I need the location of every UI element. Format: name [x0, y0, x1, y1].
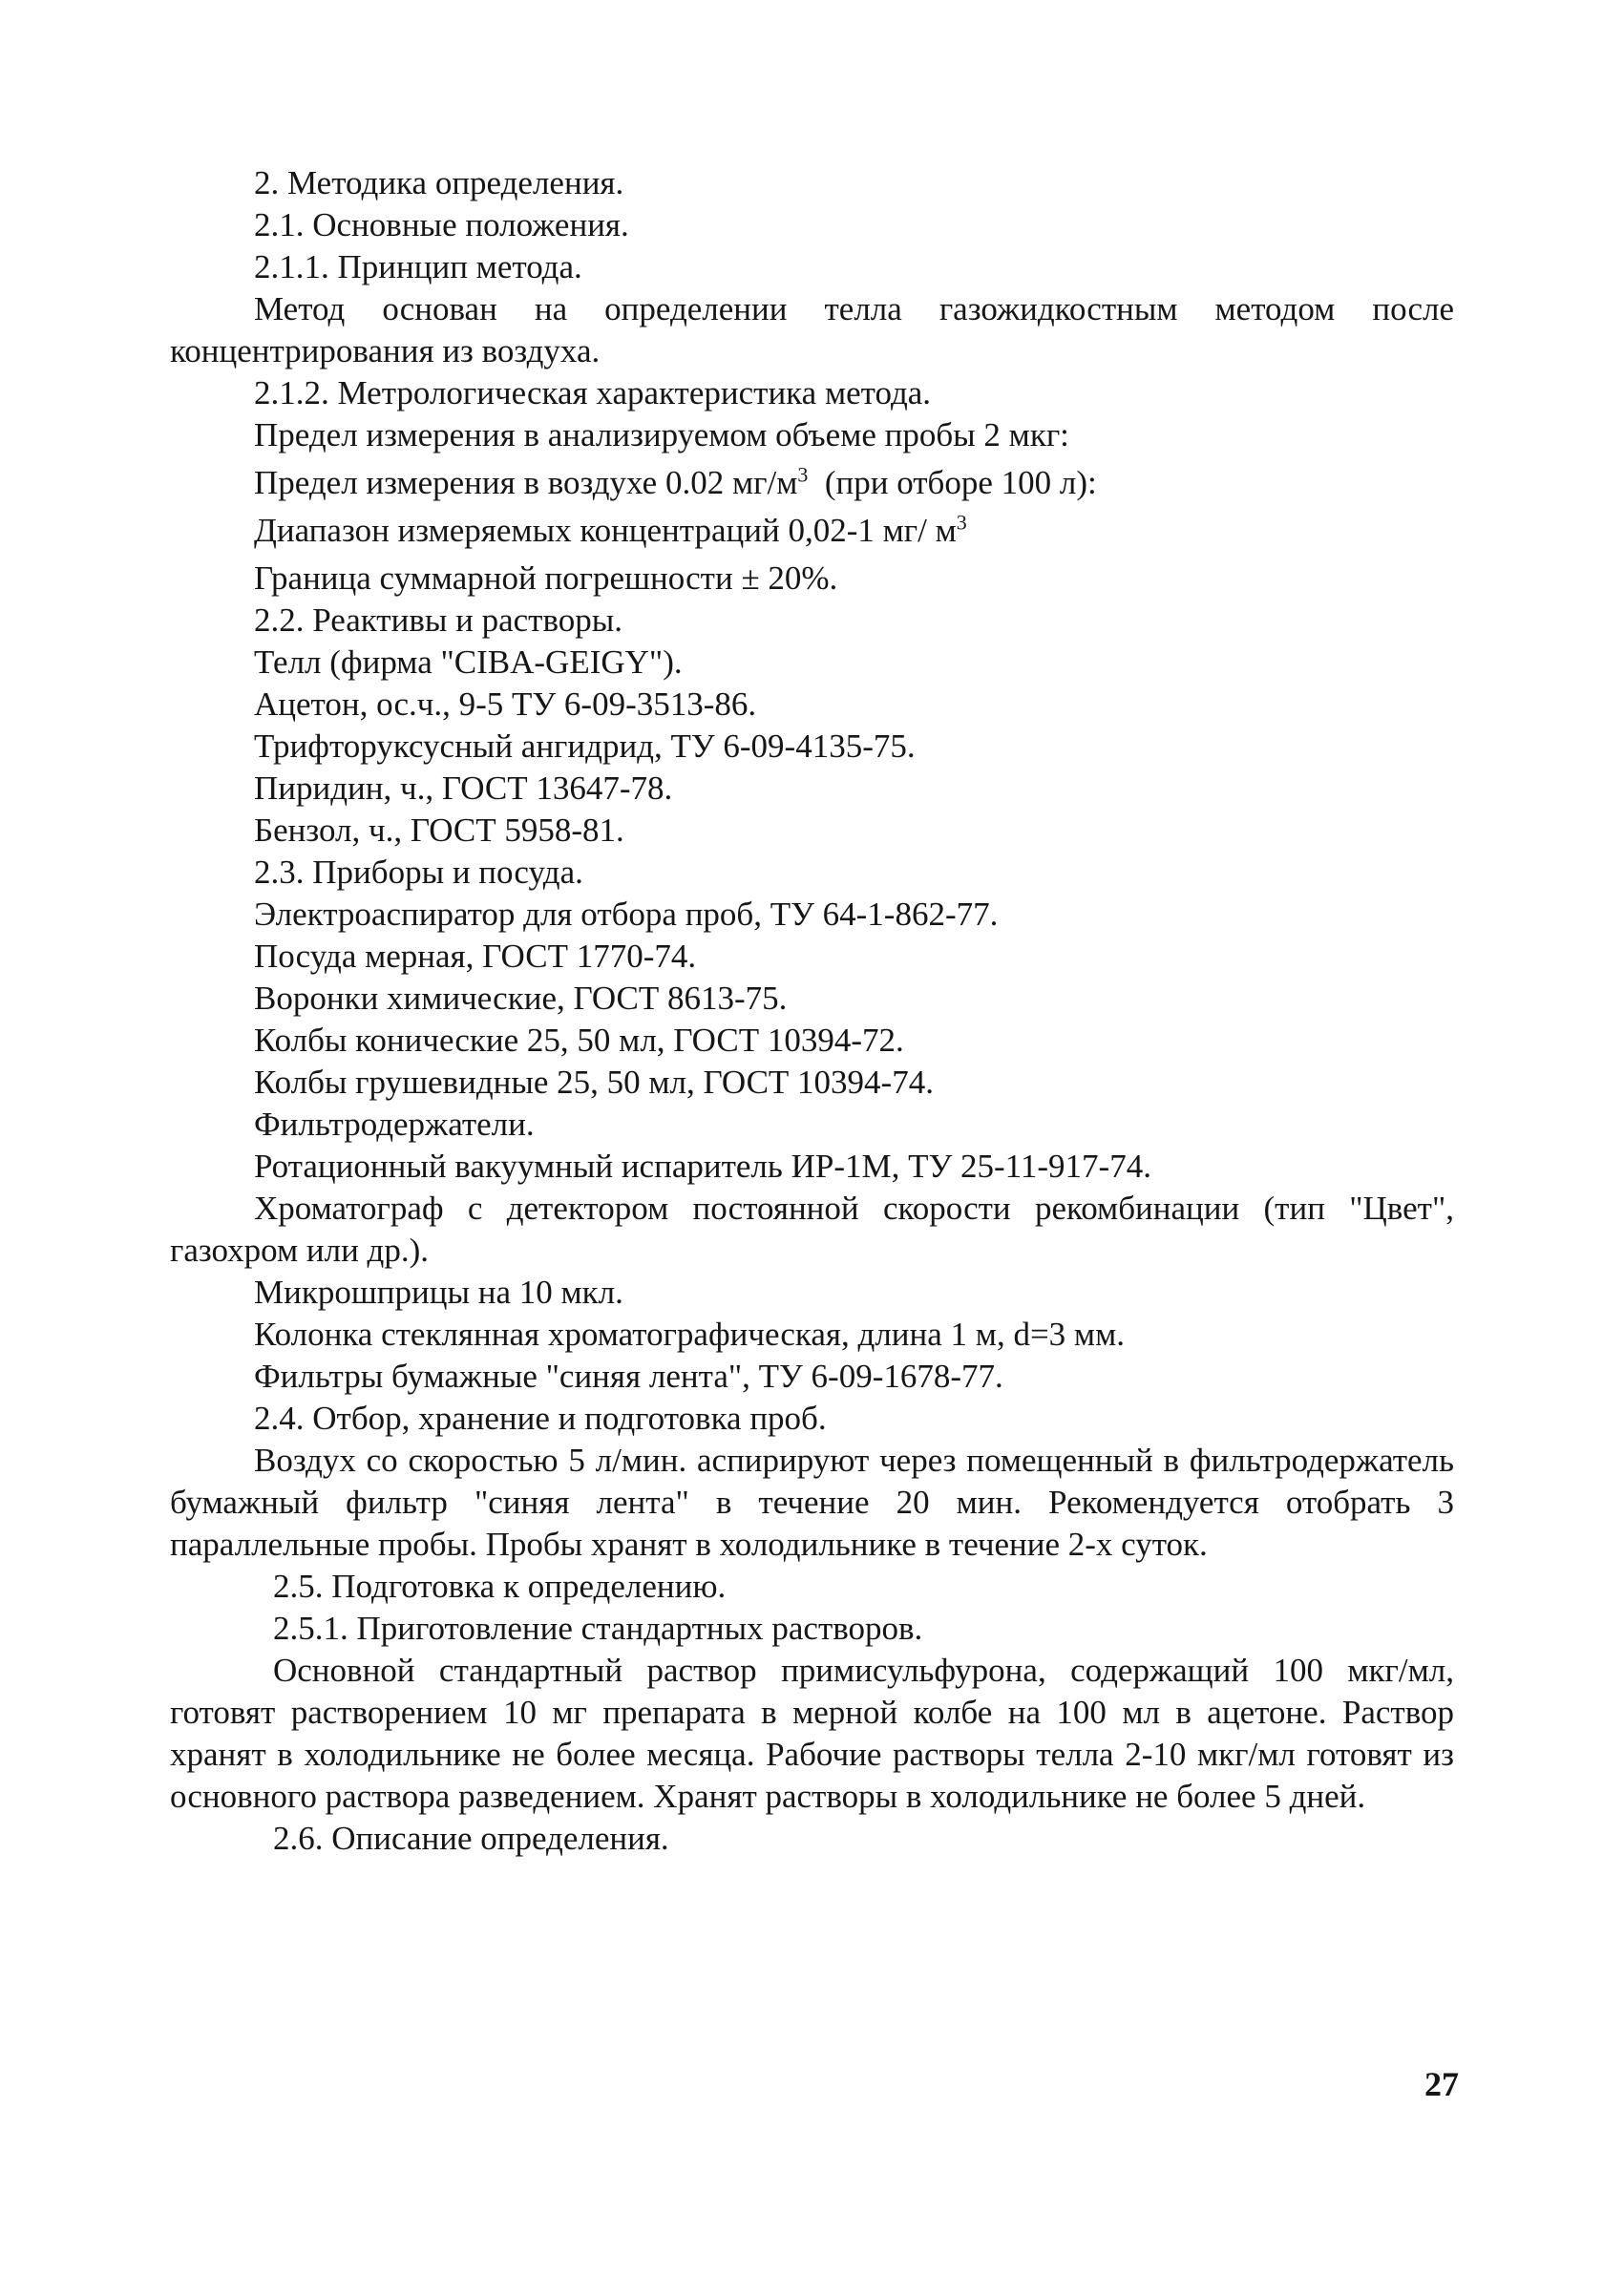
page-content: [170, 162, 1454, 1860]
method-paragraph: Метод основан на определении телла газожидкостным методом после концентрирования из воздуха.: [170, 290, 1454, 369]
cube-superscript: 3: [956, 510, 967, 535]
page-number: 27: [1424, 2065, 1459, 2103]
standard-solution-paragraph: Основной стандартный раствор примисульфурона, содержащий 100 мкг/мл, готовят растворением 10 мг препарата в мерной колбе на 100 мл в ацетоне. Раствор хранят в холодильнике не более месяца. Рабочие растворы телла 2-10 мкг/мл готовят из основного раствора разведением. Хранят растворы в холодильнике не более 5 дней.: [170, 1652, 1454, 1815]
subsection-heading: 2.1.1. Принцип метода.: [254, 248, 582, 285]
limit-sample-text: Предел измерения в анализируемом объеме пробы 2 мкг:: [254, 416, 1069, 453]
error-bound-text: Граница суммарной погрешности ± 20%.: [254, 559, 838, 597]
range-prefix: Диапазон измеряемых концентраций 0,02-1 мг/ м: [254, 512, 957, 549]
equipment-item: Посуда мерная, ГОСТ 1770-74.: [254, 938, 697, 975]
subsection-heading: 2.5.1. Приготовление стандартных растворов.: [273, 1610, 923, 1647]
limit-air-suffix: (при отборе 100 л):: [808, 464, 1097, 501]
range-text: [170, 510, 1454, 552]
subsection-heading: 2.6. Описание определения.: [273, 1820, 669, 1857]
subsection-heading: 2.5. Подготовка к определению.: [273, 1568, 727, 1605]
subsection-heading: 2.1.2. Метрологическая характеристика метода.: [254, 374, 932, 411]
equipment-item: Колбы конические 25, 50 мл, ГОСТ 10394-72.: [254, 1022, 904, 1059]
cube-superscript: 3: [797, 462, 809, 487]
equipment-item: Микрошприцы на 10 мкл.: [254, 1274, 623, 1311]
equipment-item: Колбы грушевидные 25, 50 мл, ГОСТ 10394-74.: [254, 1064, 934, 1101]
reagent-item: Пиридин, ч., ГОСТ 13647-78.: [254, 770, 673, 807]
subsection-heading: 2.4. Отбор, хранение и подготовка проб.: [254, 1400, 827, 1437]
subsection-heading: 2.1. Основные положения.: [254, 206, 629, 243]
section-heading: 2. Методика определения.: [254, 164, 624, 201]
subsection-heading: 2.2. Реактивы и растворы.: [254, 601, 623, 639]
equipment-item: Электроаспиратор для отбора проб, ТУ 64-1-862-77.: [254, 896, 999, 933]
sampling-paragraph: Воздух со скоростью 5 л/мин. аспирируют через помещенный в фильтродержатель бумажный фильтр "синяя лента" в течение 20 мин. Рекомендуется отобрать 3 параллельные пробы. Пробы хранят в холодильнике в течение 2-х суток.: [170, 1442, 1454, 1563]
reagent-item: Телл (фирма "CIBA-GEIGY").: [254, 643, 683, 681]
equipment-item: Колонка стеклянная хроматографическая, длина 1 м, d=3 мм.: [254, 1316, 1125, 1353]
limit-air-text: [170, 462, 1454, 504]
reagent-item: Трифторуксусный ангидрид, ТУ 6-09-4135-75.: [254, 727, 916, 765]
equipment-item: Ротационный вакуумный испаритель ИР-1М, ТУ 25-11-917-74.: [254, 1148, 1151, 1185]
equipment-item: Фильтры бумажные "синяя лента", ТУ 6-09-1678-77.: [254, 1358, 1003, 1395]
limit-air-prefix: Предел измерения в воздухе 0.02 мг/м: [254, 464, 798, 501]
chromatograph-paragraph: Хроматограф с детектором постоянной скорости рекомбинации (тип "Цвет", газохром или др.).: [170, 1190, 1454, 1269]
reagent-item: Ацетон, ос.ч., 9-5 ТУ 6-09-3513-86.: [254, 685, 757, 723]
subsection-heading: 2.3. Приборы и посуда.: [254, 854, 583, 891]
reagent-item: Бензол, ч., ГОСТ 5958-81.: [254, 812, 624, 849]
equipment-item: Воронки химические, ГОСТ 8613-75.: [254, 980, 788, 1017]
equipment-item: Фильтродержатели.: [254, 1106, 535, 1143]
